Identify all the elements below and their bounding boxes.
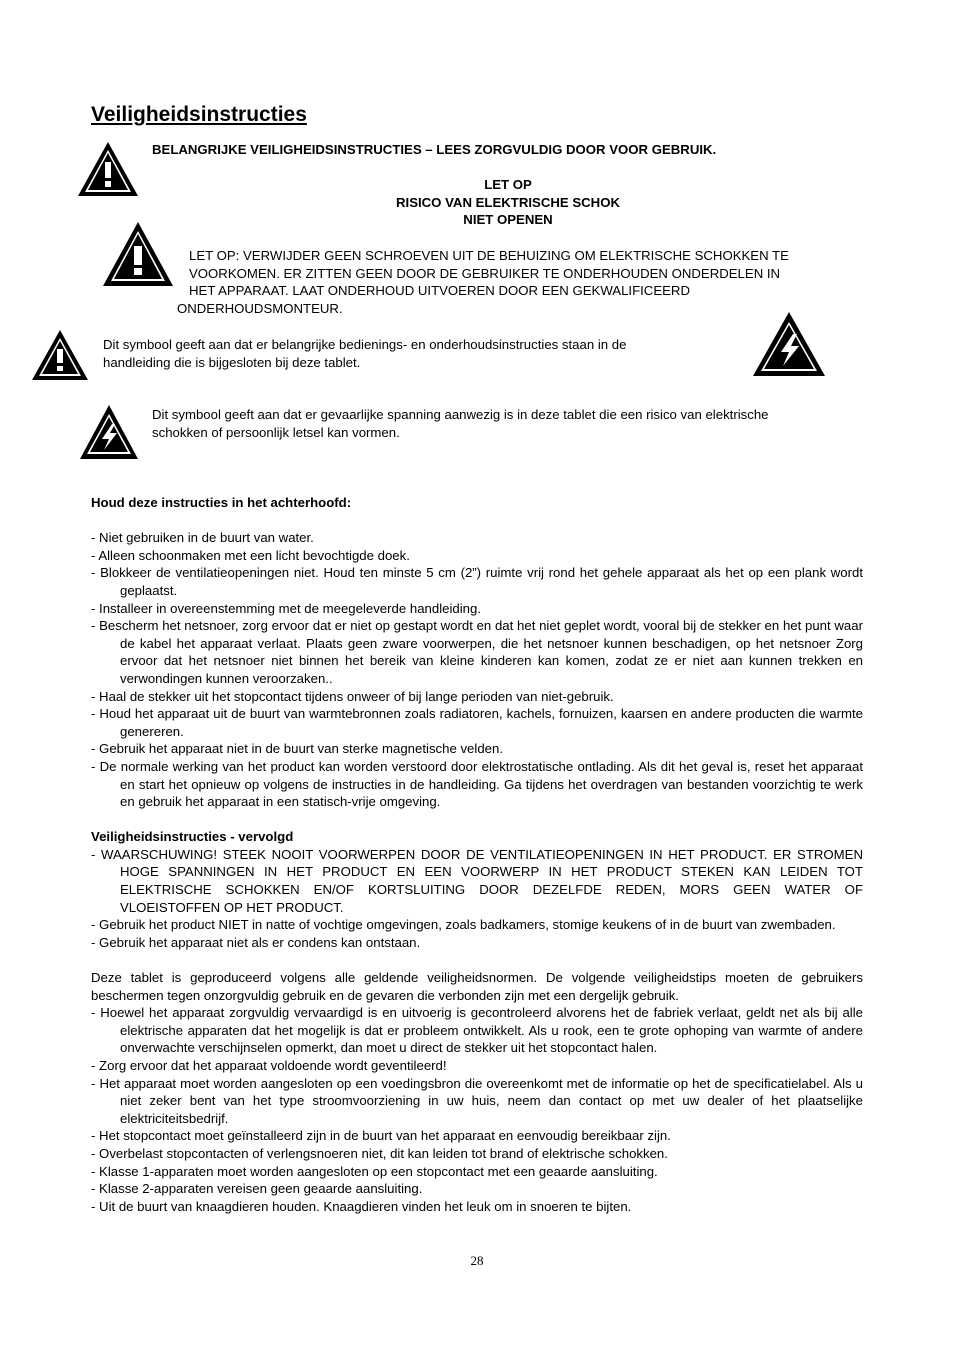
- warning-exclamation-icon: [101, 220, 175, 288]
- page-number: 28: [470, 1253, 484, 1268]
- caution-text-line: LET OP: VERWIJDER GEEN SCHROEVEN UIT DE BEHUIZING OM ELEKTRISCHE SCHOKKEN TE: [189, 248, 789, 263]
- list-item: - Houd het apparaat uit de buurt van warmtebronnen zoals radiatoren, kachels, fornuizen, kaarsen en andere producten die warmte genereren.: [91, 706, 863, 739]
- exclamation-symbol-line: handleiding die is bijgesloten bij deze tablet.: [103, 354, 361, 370]
- exclamation-symbol-line: Dit symbool geeft aan dat er belangrijke bedienings- en onderhoudsinstructies staan in de: [103, 337, 627, 352]
- lightning-symbol-line: Dit symbool geeft aan dat er gevaarlijke spanning aanwezig is in deze tablet die een risico van elektrische: [152, 407, 769, 422]
- caution-line-3: NIET OPENEN: [463, 212, 553, 228]
- remember-heading: Houd deze instructies in het achterhoofd:: [91, 495, 352, 510]
- list-item: - Alleen schoonmaken met een licht bevochtigde doek.: [91, 547, 410, 563]
- caution-text-line: HET APPARAAT. LAAT ONDERHOUD UITVOEREN DOOR EEN GEKWALIFICEERD: [189, 283, 690, 299]
- warning-lightning-icon: [78, 403, 140, 461]
- list-item: - Gebruik het product NIET in natte of vochtige omgevingen, zoals badkamers, stomige keukens of in de buurt van zwembaden.: [91, 917, 836, 933]
- body-text: [91, 494, 863, 1215]
- warning-exclamation-icon: [76, 140, 140, 198]
- list-item: - Gebruik het apparaat niet in de buurt van sterke magnetische velden.: [91, 741, 503, 757]
- intro-heading: BELANGRIJKE VEILIGHEIDSINSTRUCTIES – LEES ZORGVULDIG DOOR VOOR GEBRUIK.: [152, 142, 717, 157]
- list-item: - Klasse 1-apparaten moet worden aangesloten op een stopcontact met een geaarde aansluiting.: [91, 1163, 658, 1179]
- warning-exclamation-icon: [30, 328, 90, 382]
- list-item: - Overbelast stopcontacten of verlengsnoeren niet, dit kan leiden tot brand of elektrische schokken.: [91, 1145, 668, 1161]
- list-item: - Blokkeer de ventilatieopeningen niet. Houd ten minste 5 cm (2”) ruimte vrij rond het gehele apparaat als het op een plank wordt geplaatst.: [91, 565, 863, 598]
- list-item: - Bescherm het netsnoer, zorg ervoor dat er niet op gestapt wordt en dat het niet geplet wordt, vooral bij de stekker en het punt waar de kabel het apparaat verlaat. Plaats geen zware voorwerpen, die het netsnoer kunnen beschadigen, op het netsnoer Zorg ervoor dat het netsnoer niet binnen het bereik van kleine kinderen kan komen, zodat ze er niet aan kunnen trekken en verwondingen kunnen veroorzaken..: [91, 618, 863, 686]
- list-item: - Haal de stekker uit het stopcontact tijdens onweer of bij lange perioden van niet-gebruik.: [91, 688, 614, 704]
- list-item: - Het apparaat moet worden aangesloten op een voedingsbron die overeenkomt met de informatie op het de specificatielabel. Als u niet zeker bent van het type stroomvoorziening in uw huis, neem dan contact op met uw dealer of het plaatselijke elektriciteitsbedrijf.: [91, 1075, 863, 1126]
- list-item: - Installeer in overeenstemming met de meegeleverde handleiding.: [91, 600, 481, 616]
- list-item: - Klasse 2-apparaten vereisen geen geaarde aansluiting.: [91, 1181, 423, 1197]
- caution-line-2: RISICO VAN ELEKTRISCHE SCHOK: [396, 194, 620, 210]
- list-item: - De normale werking van het product kan worden verstoord door elektrostatische ontlading. Als dit het geval is, reset het apparaat en start het opnieuw op volgens de instructies in de handleiding. Ga tijdens het overdragen van bestanden voorzichtig te werk en gebruik het apparaat in een statisch-vrije omgeving.: [91, 758, 863, 810]
- caution-text-line: VOORKOMEN. ER ZITTEN GEEN DOOR DE GEBRUIKER TE ONDERHOUDEN ONDERDELEN IN: [189, 265, 781, 281]
- warning-lightning-icon: [751, 310, 827, 378]
- list-item: - Het stopcontact moet geïnstalleerd zijn in de buurt van het apparaat en eenvoudig bereikbaar zijn.: [91, 1128, 671, 1144]
- list-item: - Niet gebruiken in de buurt van water.: [91, 530, 314, 546]
- continued-heading: Veiligheidsinstructies - vervolgd: [91, 829, 294, 845]
- list-item: - Zorg ervoor dat het apparaat voldoende wordt geventileerd!: [91, 1058, 447, 1073]
- list-item: - Uit de buurt van knaagdieren houden. Knaagdieren vinden het leuk om in snoeren te bijten.: [91, 1198, 632, 1214]
- list-item: - Gebruik het apparaat niet als er condens kan ontstaan.: [91, 934, 421, 950]
- list-item: - Hoewel het apparaat zorgvuldig vervaardigd is en uitvoerig is gecontroleerd alvorens het de fabriek verlaat, geldt net als bij alle elektrische apparaten dat het mogelijk is dat er probleem ontwikkelt. Als u rook, een te grote ophoping van warmte of andere onverwachte verschijnselen opmerkt, dan moet u direct de stekker uit het stopcontact halen.: [91, 1005, 863, 1056]
- caution-line-1: LET OP: [484, 177, 532, 192]
- list-item: - WAARSCHUWING! STEEK NOOIT VOORWERPEN DOOR DE VENTILATIEOPENINGEN IN HET PRODUCT. ER STROMEN HOGE SPANNINGEN IN HET PRODUCT EN EEN VOORWERP IN HET PRODUCT STEKEN KAN LEIDEN TOT ELEKTRISCHE SCHOKKEN EN/OF KORTSLUITING DOOR DEZELFDE REDEN, MORS GEEN WATER OF VLOEISTOFFEN OP HET PRODUCT.: [91, 846, 863, 915]
- exclamation-symbol-text: [103, 336, 626, 371]
- caution-text: [189, 247, 789, 300]
- lightning-symbol-line: schokken of persoonlijk letsel kan vormen.: [152, 424, 400, 440]
- caution-text-line: ONDERHOUDSMONTEUR.: [177, 301, 343, 316]
- caution-block: [300, 176, 716, 229]
- lightning-symbol-text: [152, 406, 769, 441]
- page-title: Veiligheidsinstructies: [91, 103, 307, 126]
- norms-paragraph: Deze tablet is geproduceerd volgens alle geldende veiligheidsnormen. De volgende veiligheidstips moeten de gebruikers beschermen tegen onzorgvuldig gebruik en de gevaren die verbonden zijn met een dergelijk gebruik.: [91, 970, 863, 1003]
